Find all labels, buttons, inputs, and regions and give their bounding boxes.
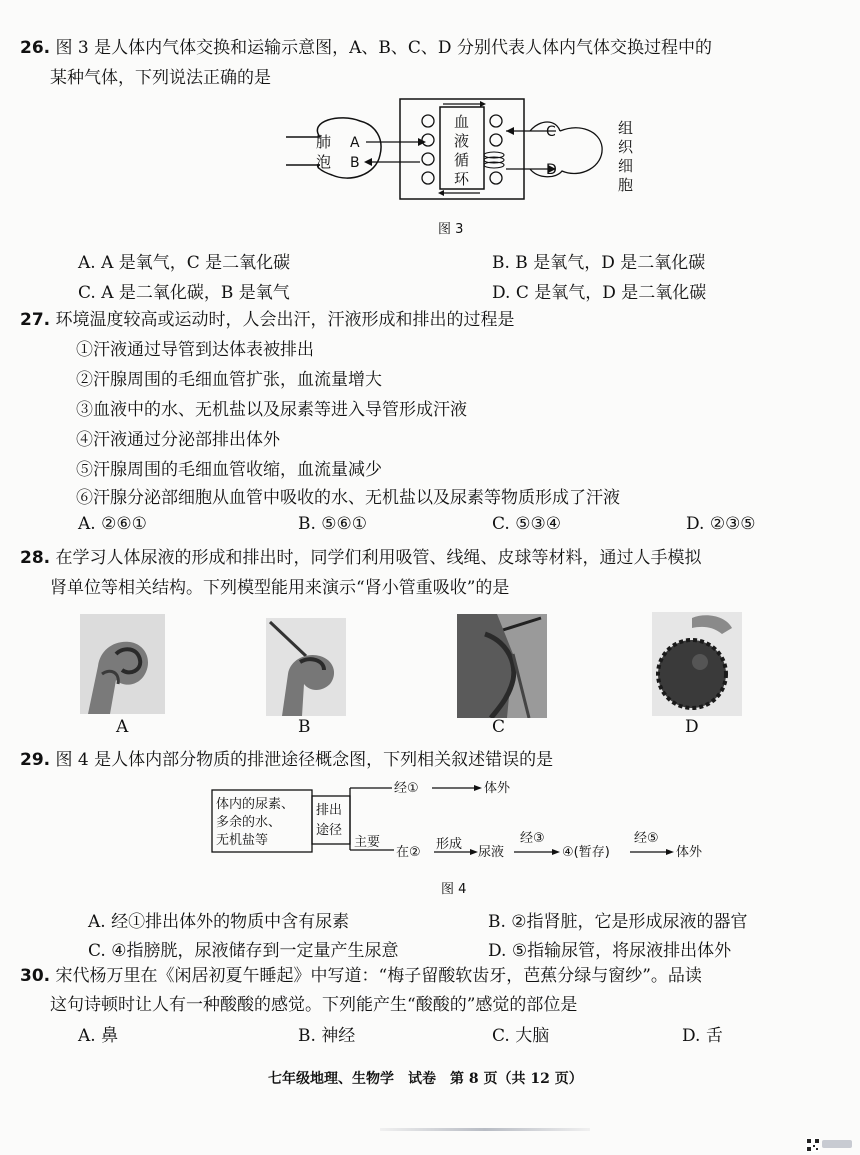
gas-d-label: D [546,162,557,178]
circulation-label-3: 循 [454,151,470,169]
q29-stem: 图 4 是人体内部分物质的排泄途径概念图，下列相关叙述错误的是 [55,750,554,770]
q29-line1 [20,746,553,774]
lung-label-2: 泡 [316,153,332,171]
arrow-c-icon [506,127,514,135]
figure-4-excretion-concept-map [210,776,730,866]
scanner-logo-icon [822,1140,852,1148]
fig4-form: 形成 [436,837,463,852]
fig4-outside-1: 体外 [484,781,511,796]
fig4-main: 主要 [354,835,381,850]
fig4-box-line-2: 多余的水、 [216,815,282,830]
q30-option-d[interactable]: D. 舌 [682,1026,723,1046]
tissue-label-2: 织 [618,138,634,156]
fig4-box-line-1: 体内的尿素、 [216,797,295,812]
scan-shadow-line [380,1128,590,1131]
tissue-label-1: 组 [618,119,634,137]
fig4-at-2: 在② [396,845,421,860]
fig4-route-line-2: 途径 [316,823,343,838]
q30-line2: 这句诗顿时让人有一种酸酸的感觉。下列能产生“酸酸的”感觉的部位是 [50,995,578,1015]
q28-photo-d[interactable] [652,612,742,716]
circulation-label-1: 血 [454,113,470,131]
q30-option-c[interactable]: C. 大脑 [492,1026,550,1046]
q29-option-b[interactable]: B. ②指肾脏，它是形成尿液的器官 [488,912,748,932]
figure-3-caption: 图 3 [438,222,464,237]
qr-code-icon [806,1138,820,1152]
figure-3-gas-exchange-diagram [280,95,650,205]
q26-option-c[interactable]: C. A 是二氧化碳，B 是氧气 [78,283,290,303]
lung-label-1: 肺 [316,133,332,151]
q28-label-a: A [116,717,129,737]
q30-option-b[interactable]: B. 神经 [298,1026,356,1046]
q26-number: 26. [20,38,51,58]
fig4-via-1: 经① [394,781,419,796]
q27-number: 27. [20,310,51,330]
q29-option-a[interactable]: A. 经①排出体外的物质中含有尿素 [88,912,350,932]
q27-option-a[interactable]: A. ②⑥① [78,514,147,534]
q28-number: 28. [20,548,51,568]
q26-option-b[interactable]: B. B 是氧气，D 是二氧化碳 [492,253,706,273]
q27-option-b[interactable]: B. ⑤⑥① [298,514,368,534]
q28-label-b: B [298,717,311,737]
gas-b-label: B [350,155,360,171]
q26-option-a[interactable]: A. A 是氧气，C 是二氧化碳 [78,253,291,273]
q27-option-c[interactable]: C. ⑤③④ [492,514,561,534]
q28-label-d: D [685,717,699,737]
arrow-b-icon [364,158,372,166]
q30-stem-1: 宋代杨万里在《闲居初夏午睡起》中写道：“梅子留酸软齿牙，芭蕉分绿与窗纱”。品读 [55,966,702,986]
figure-4-caption: 图 4 [441,882,467,897]
q29-number: 29. [20,750,51,770]
q27-item-3: ③血液中的水、无机盐以及尿素等进入导管形成汗液 [76,400,467,420]
fig4-via-5: 经⑤ [634,831,659,846]
q30-option-a[interactable]: A. 鼻 [78,1026,119,1046]
q29-option-c[interactable]: C. ④指膀胱，尿液储存到一定量产生尿意 [88,941,399,961]
circulation-label-4: 环 [454,170,470,188]
q26-stem-1: 图 3 是人体内气体交换和运输示意图，A、B、C、D 分别代表人体内气体交换过程中的 [55,38,712,58]
q27-stem: 环境温度较高或运动时，人会出汗，汗液形成和排出的过程是 [55,310,515,330]
q30-line1 [20,962,702,990]
q28-label-c: C [492,717,506,737]
q28-photo-b[interactable] [266,618,346,716]
fig4-store: ④(暂存) [562,845,610,860]
q28-stem-1: 在学习人体尿液的形成和排出时，同学们利用吸管、线绳、皮球等材料，通过人手模拟 [55,548,702,568]
q28-photo-c[interactable] [457,614,547,718]
q28-photo-a[interactable] [80,614,165,714]
q27-line1 [20,306,515,334]
q28-line2: 肾单位等相关结构。下列模型能用来演示“肾小管重吸收”的是 [50,578,510,598]
gas-c-label: C [546,124,556,140]
q27-item-2: ②汗腺周围的毛细血管扩张，血流量增大 [76,370,382,390]
fig4-urine: 尿液 [478,845,505,860]
q30-number: 30. [20,966,51,986]
q26-line1 [20,34,712,62]
q26-option-d[interactable]: D. C 是氧气，D 是二氧化碳 [492,283,707,303]
fig4-route-line-1: 排出 [316,803,343,818]
q27-item-6: ⑥汗腺分泌部细胞从血管中吸收的水、无机盐以及尿素等物质形成了汗液 [76,488,620,508]
gas-a-label: A [350,135,360,151]
fig4-via-3: 经③ [520,831,545,846]
page-footer: 七年级地理、生物学 试卷 第 8 页（共 12 页） [268,1071,583,1087]
q26-line2: 某种气体，下列说法正确的是 [50,68,271,88]
q27-option-d[interactable]: D. ②③⑤ [686,514,756,534]
tissue-label-4: 胞 [618,176,634,194]
tissue-label-3: 细 [618,157,634,175]
q29-option-d[interactable]: D. ⑤指输尿管，将尿液排出体外 [488,941,732,961]
fig4-outside-2: 体外 [676,845,703,860]
circulation-label-2: 液 [454,132,470,150]
q28-line1 [20,544,702,572]
fig4-box-line-3: 无机盐等 [216,833,269,848]
q27-item-5: ⑤汗腺周围的毛细血管收缩，血流量减少 [76,460,382,480]
q27-item-4: ④汗液通过分泌部排出体外 [76,430,280,450]
q27-item-1: ①汗液通过导管到达体表被排出 [76,340,314,360]
